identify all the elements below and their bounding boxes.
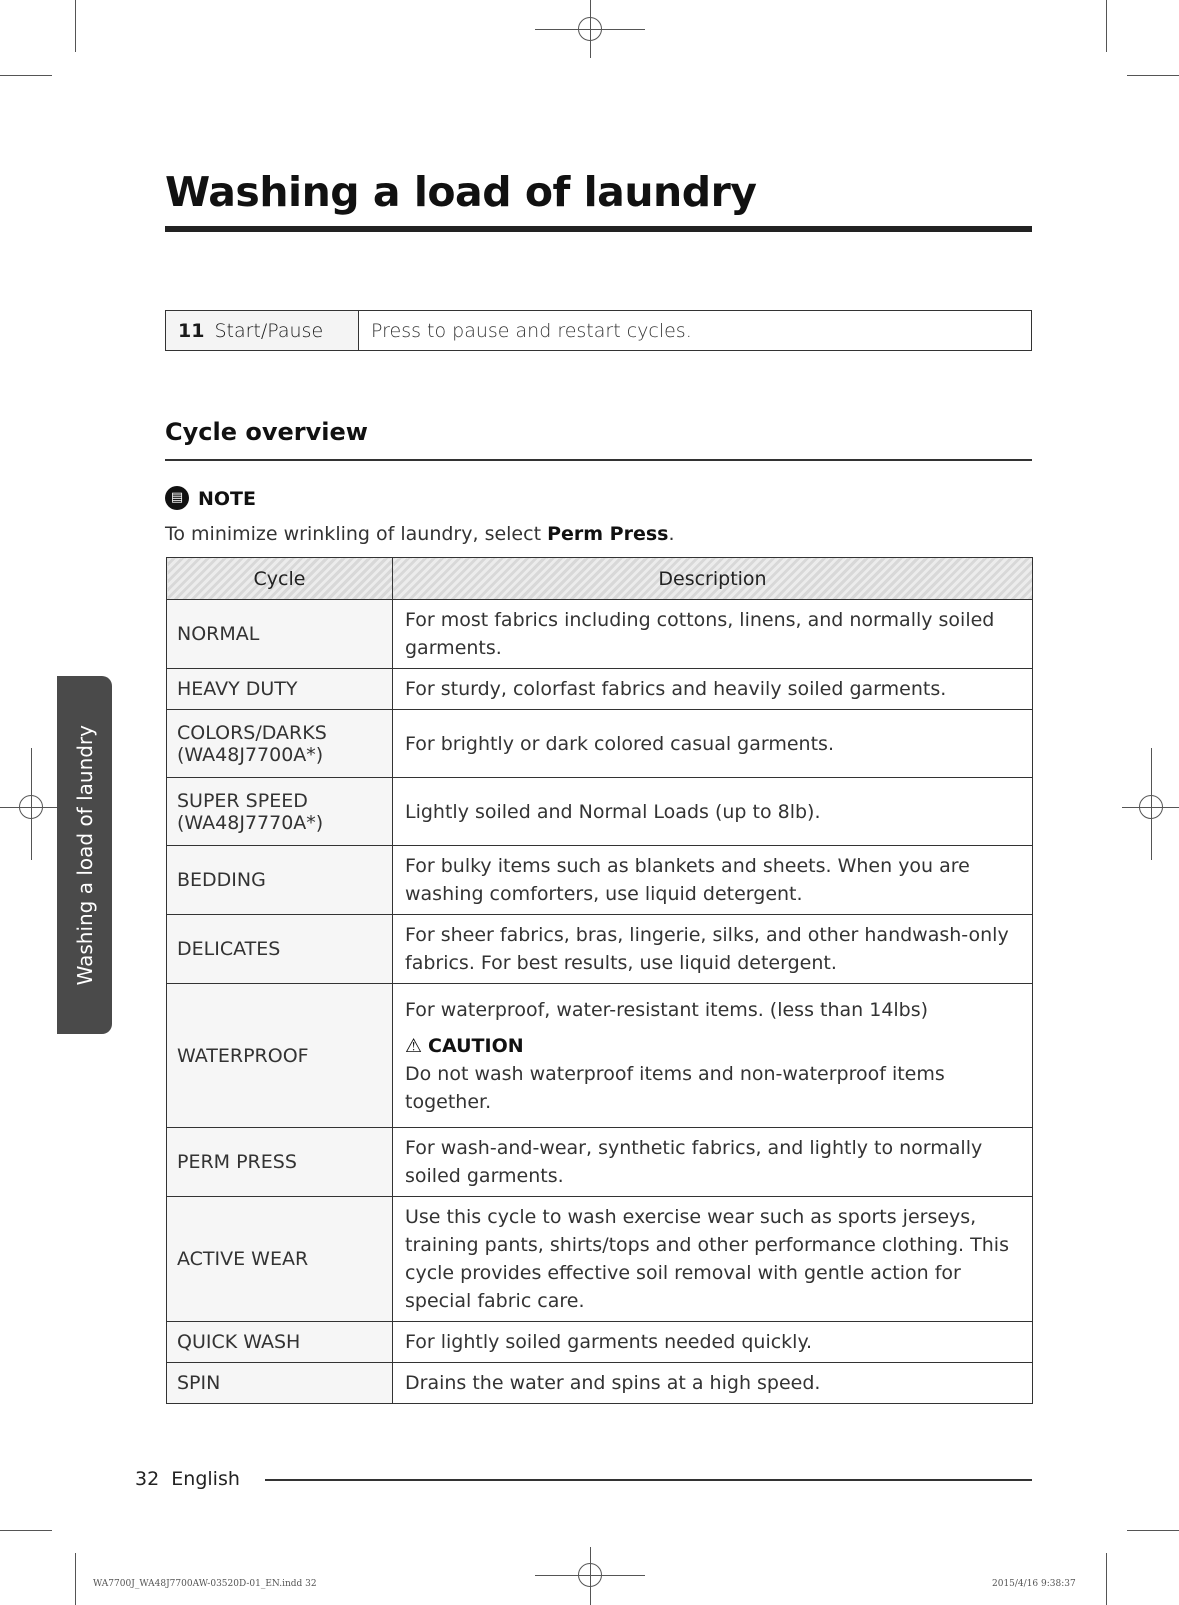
cycle-name-text: COLORS/DARKS bbox=[177, 721, 327, 744]
cycle-table bbox=[166, 557, 1033, 1404]
cycle-description bbox=[393, 984, 1033, 1128]
table-row bbox=[167, 600, 1033, 669]
cycle-name bbox=[167, 915, 393, 984]
caution-label: CAUTION bbox=[428, 1034, 524, 1057]
cycle-name bbox=[167, 846, 393, 915]
start-pause-description: Press to pause and restart cycles. bbox=[371, 319, 692, 342]
page-language: English bbox=[171, 1468, 240, 1490]
cycle-description: Use this cycle to wash exercise wear such as sports jerseys, training pants, shirts/tops and other performance clothing. This cycle provides effective soil removal with gentle action for special fabric care. bbox=[393, 1197, 1033, 1322]
title-rule bbox=[165, 226, 1032, 232]
caution-text: Do not wash waterproof items and non-waterproof items together. bbox=[405, 1062, 945, 1113]
cycle-name bbox=[167, 1197, 393, 1322]
start-pause-label: Start/Pause bbox=[214, 319, 324, 342]
note-icon: ▤ bbox=[165, 486, 189, 510]
cycle-name bbox=[167, 710, 393, 778]
registration-circle bbox=[578, 17, 602, 41]
table-row bbox=[167, 1363, 1033, 1404]
column-header-description: Description bbox=[393, 558, 1033, 600]
crop-mark bbox=[0, 75, 52, 76]
crop-mark bbox=[0, 1530, 52, 1531]
cycle-description: For brightly or dark colored casual garments. bbox=[393, 710, 1033, 778]
cycle-model: (WA48J7700A*) bbox=[177, 743, 324, 766]
note-text-suffix: . bbox=[668, 523, 675, 545]
side-chapter-tab bbox=[57, 676, 112, 1034]
cycle-name-text: WATERPROOF bbox=[177, 1044, 309, 1067]
table-row bbox=[167, 1197, 1033, 1322]
section-title: Cycle overview bbox=[165, 418, 368, 446]
table-row bbox=[167, 1322, 1033, 1363]
column-header-cycle: Cycle bbox=[167, 558, 393, 600]
cycle-name-text: HEAVY DUTY bbox=[177, 678, 298, 700]
crop-mark bbox=[75, 1553, 76, 1605]
table-row bbox=[167, 984, 1033, 1128]
cycle-name-text: QUICK WASH bbox=[177, 1331, 301, 1353]
note-label: NOTE bbox=[198, 488, 256, 510]
caution-heading bbox=[405, 1032, 1020, 1060]
cycle-description: For most fabrics including cottons, linens, and normally soiled garments. bbox=[393, 600, 1033, 669]
registration-circle bbox=[19, 795, 43, 819]
table-row bbox=[167, 846, 1033, 915]
cycle-name-text: BEDDING bbox=[177, 869, 266, 891]
cycle-name-text: SUPER SPEED bbox=[177, 789, 308, 812]
cycle-name-text: NORMAL bbox=[177, 623, 260, 645]
cycle-name-text: PERM PRESS bbox=[177, 1151, 297, 1173]
table-row bbox=[167, 710, 1033, 778]
note-text-prefix: To minimize wrinkling of laundry, select bbox=[165, 523, 548, 545]
start-pause-label-cell bbox=[166, 311, 359, 350]
registration-circle bbox=[1139, 795, 1163, 819]
cycle-description: For sheer fabrics, bras, lingerie, silks, and other handwash-only fabrics. For best results, use liquid detergent. bbox=[393, 915, 1033, 984]
cycle-description: For sturdy, colorfast fabrics and heavily soiled garments. bbox=[393, 669, 1033, 710]
section-rule bbox=[165, 459, 1032, 461]
cycle-description-text: For waterproof, water-resistant items. (less than 14lbs) bbox=[405, 998, 929, 1021]
crop-mark bbox=[75, 0, 76, 52]
note-text-highlight: Perm Press bbox=[547, 523, 669, 545]
cycle-description: Drains the water and spins at a high speed. bbox=[393, 1363, 1033, 1404]
table-row bbox=[167, 1128, 1033, 1197]
cycle-name-text: ACTIVE WEAR bbox=[177, 1248, 309, 1270]
crop-mark bbox=[1106, 1553, 1107, 1605]
print-file-slug: WA7700J_WA48J7700AW-03520D-01_EN.indd 32 bbox=[93, 1579, 317, 1589]
cycle-description: For bulky items such as blankets and sheets. When you are washing comforters, use liquid detergent. bbox=[393, 846, 1033, 915]
caution-icon: ⚠ bbox=[405, 1034, 423, 1057]
page-number: 32 bbox=[135, 1468, 160, 1490]
start-pause-row bbox=[165, 310, 1032, 351]
page-footer bbox=[135, 1468, 240, 1490]
cycle-name bbox=[167, 778, 393, 846]
cycle-name bbox=[167, 984, 393, 1128]
cycle-name-text: SPIN bbox=[177, 1372, 221, 1394]
crop-mark bbox=[1106, 0, 1107, 52]
cycle-name bbox=[167, 1363, 393, 1404]
registration-circle bbox=[578, 1563, 602, 1587]
cycle-name bbox=[167, 600, 393, 669]
print-date-slug: 2015/4/16 9:38:37 bbox=[992, 1579, 1076, 1589]
cycle-description: For wash-and-wear, synthetic fabrics, and lightly to normally soiled garments. bbox=[393, 1128, 1033, 1197]
crop-mark bbox=[1127, 75, 1179, 76]
table-row bbox=[167, 778, 1033, 846]
note-text bbox=[165, 523, 675, 545]
cycle-name bbox=[167, 1128, 393, 1197]
cycle-model: (WA48J7770A*) bbox=[177, 811, 324, 834]
cycle-name bbox=[167, 669, 393, 710]
cycle-description: For lightly soiled garments needed quickly. bbox=[393, 1322, 1033, 1363]
crop-mark bbox=[1127, 1530, 1179, 1531]
cycle-description: Lightly soiled and Normal Loads (up to 8lb). bbox=[393, 778, 1033, 846]
cycle-name-text: DELICATES bbox=[177, 938, 281, 960]
side-chapter-tab-label: Washing a load of laundry bbox=[72, 724, 97, 986]
table-row bbox=[167, 669, 1033, 710]
table-row bbox=[167, 915, 1033, 984]
cycle-name bbox=[167, 1322, 393, 1363]
start-pause-number: 11 bbox=[178, 319, 205, 342]
footer-rule bbox=[265, 1479, 1032, 1481]
table-header-row bbox=[167, 558, 1033, 600]
page-title: Washing a load of laundry bbox=[165, 168, 757, 216]
